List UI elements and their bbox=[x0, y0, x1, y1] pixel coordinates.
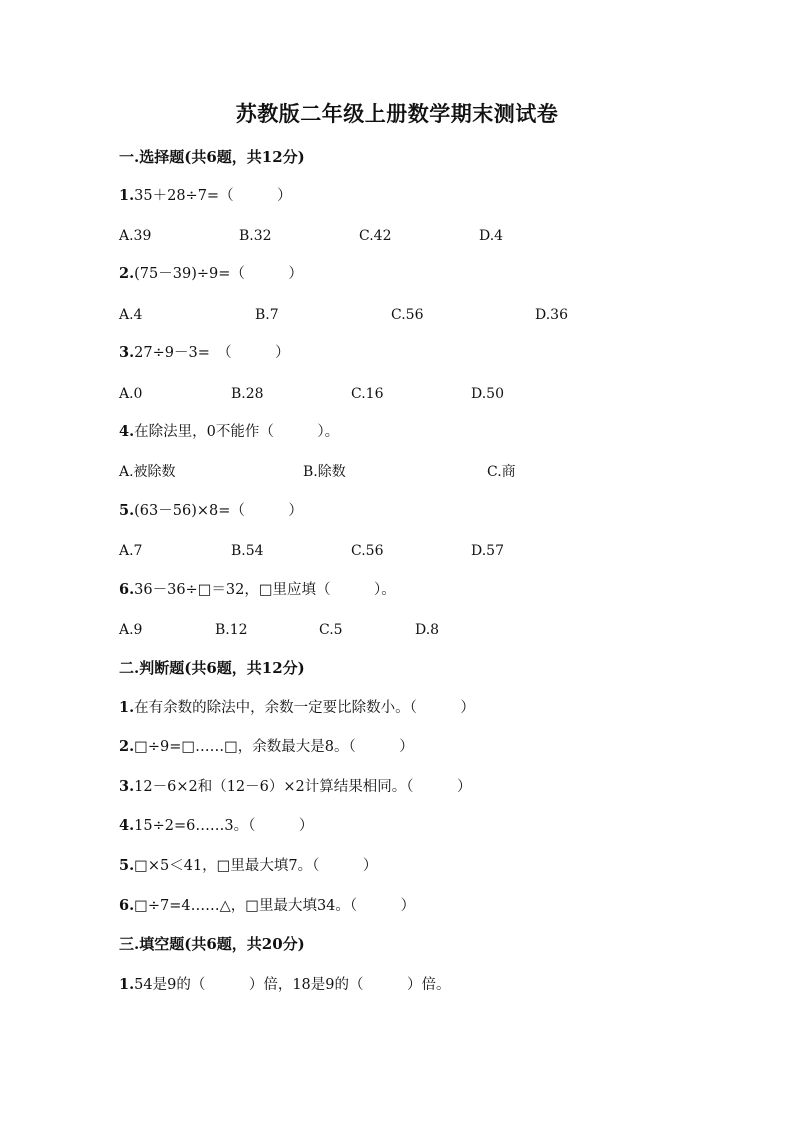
option-c: C.56 bbox=[391, 307, 424, 323]
question-text: □÷9=□……□，余数最大是8。（ ） bbox=[134, 739, 414, 755]
question-text: □×5＜41，□里最大填7。（ ） bbox=[134, 858, 378, 874]
option-d: D.4 bbox=[479, 228, 504, 244]
question-fill-1 bbox=[119, 975, 451, 995]
option-b: B.54 bbox=[231, 543, 264, 559]
question-tf-6 bbox=[119, 896, 415, 916]
question-number: 1. bbox=[119, 699, 135, 716]
question-tf-1 bbox=[119, 698, 475, 718]
question-tf-3 bbox=[119, 777, 472, 797]
question-text: 在有余数的除法中，余数一定要比除数小。（ ） bbox=[134, 700, 475, 716]
question-number: 2. bbox=[119, 265, 135, 282]
question-tf-4 bbox=[119, 816, 313, 836]
question-number: 2. bbox=[119, 738, 135, 755]
question-choice-3 bbox=[119, 343, 290, 363]
question-text: (63－56)×8=（ ） bbox=[134, 503, 303, 519]
question-number: 5. bbox=[119, 857, 135, 874]
question-tf-2 bbox=[119, 737, 414, 757]
option-a: A.0 bbox=[119, 386, 143, 402]
question-text: (75－39)÷9=（ ） bbox=[134, 266, 303, 282]
question-text: 12－6×2和（12－6）×2计算结果相同。（ ） bbox=[134, 779, 472, 795]
option-a: A.被除数 bbox=[119, 464, 176, 480]
section-heading-choice: 一.选择题(共6题，共12分) bbox=[119, 148, 305, 166]
option-b: B.除数 bbox=[303, 464, 346, 480]
section-heading-fill-blank: 三.填空题(共6题，共20分) bbox=[119, 935, 305, 953]
option-b: B.7 bbox=[255, 307, 279, 323]
question-number: 1. bbox=[119, 187, 135, 204]
option-a: A.9 bbox=[119, 622, 143, 638]
question-number: 3. bbox=[119, 778, 135, 795]
option-c: C.16 bbox=[351, 386, 384, 402]
option-a: A.4 bbox=[119, 307, 143, 323]
question-tf-5 bbox=[119, 856, 377, 876]
question-choice-6 bbox=[119, 580, 396, 600]
question-number: 6. bbox=[119, 581, 135, 598]
option-c: C.商 bbox=[487, 464, 516, 480]
question-text: 15÷2=6……3。（ ） bbox=[134, 818, 314, 834]
section-heading-true-false: 二.判断题(共6题，共12分) bbox=[119, 659, 305, 677]
option-c: C.42 bbox=[359, 228, 392, 244]
option-c: C.5 bbox=[319, 622, 343, 638]
question-number: 5. bbox=[119, 502, 135, 519]
question-choice-2 bbox=[119, 264, 303, 284]
question-text: 36－36÷□＝32，□里应填（ ）。 bbox=[134, 582, 396, 598]
option-d: D.57 bbox=[471, 543, 504, 559]
option-d: D.8 bbox=[415, 622, 440, 638]
option-a: A.7 bbox=[119, 543, 143, 559]
question-number: 4. bbox=[119, 817, 135, 834]
question-choice-4 bbox=[119, 422, 339, 442]
question-choice-5 bbox=[119, 501, 303, 521]
option-c: C.56 bbox=[351, 543, 384, 559]
option-d: D.36 bbox=[535, 307, 568, 323]
question-number: 4. bbox=[119, 423, 135, 440]
question-number: 6. bbox=[119, 897, 135, 914]
option-d: D.50 bbox=[471, 386, 504, 402]
option-a: A.39 bbox=[119, 228, 152, 244]
question-text: □÷7=4……△，□里最大填34。（ ） bbox=[134, 898, 416, 914]
question-text: 35＋28÷7=（ ） bbox=[134, 188, 292, 204]
question-number: 3. bbox=[119, 344, 135, 361]
question-text: 27÷9－3= （ ） bbox=[134, 345, 290, 361]
question-text: 在除法里，0不能作（ ）。 bbox=[134, 424, 340, 440]
option-b: B.28 bbox=[231, 386, 264, 402]
question-choice-1 bbox=[119, 186, 292, 206]
exam-title: 苏教版二年级上册数学期末测试卷 bbox=[235, 101, 559, 126]
question-number: 1. bbox=[119, 976, 135, 993]
option-b: B.12 bbox=[215, 622, 248, 638]
question-text: 54是9的（ ）倍，18是9的（ ）倍。 bbox=[134, 977, 451, 993]
option-b: B.32 bbox=[239, 228, 272, 244]
